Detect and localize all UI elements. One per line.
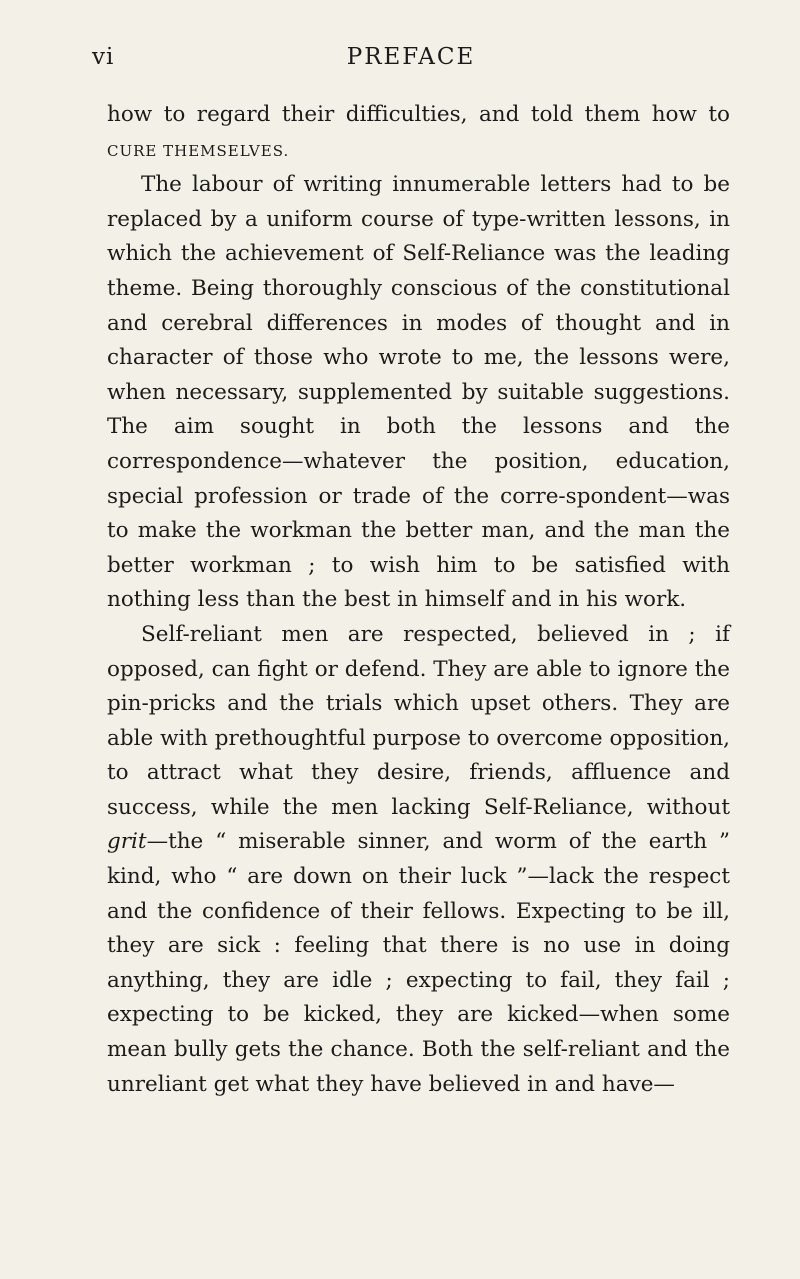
paragraph-text: —the “ miserable sinner, and worm of the earth ” kind, who “ are down on their luck ”—lack the respect and the confidence of their fellows. Expecting to be ill, they are sick : feeling that there is no use in doing anything, they are idle ; expecting to fail, they fail ; expecting to be kicked, they are kicked—when some mean bully gets the chance. Both the self-reliant and the unreliant get what they have believed in and have— <box>107 829 730 1097</box>
paragraph-continued <box>107 98 730 168</box>
page-header <box>92 38 730 78</box>
smallcaps-phrase: CURE THEMSELVES. <box>107 141 290 160</box>
paragraph-text: Self-reliant men are respected, believed in ; if opposed, can fight or defend. They are able to ignore the pin-pricks and the trials which upset others. They are able with prethoughtful purpose to overcome opposition, to attract what they desire, friends, affluence and success, while the men lacking Self-Reliance, without <box>107 621 730 820</box>
paragraph <box>107 168 730 618</box>
paragraph-text: how to regard their difficulties, and told them how to <box>107 102 730 127</box>
italic-word: grit <box>107 829 147 855</box>
page-number: vi <box>92 44 115 70</box>
running-title: PREFACE <box>346 44 476 70</box>
paragraph <box>107 618 730 1102</box>
paragraph-text: The labour of writing innumerable letters had to be replaced by a uniform course of type-written lessons, in which the achievement of Self-Reliance was the leading theme. Being thoroughly conscious of the constitutional and cerebral differences in modes of thought and in character of those who wrote to me, the lessons were, when necessary, supplemented by suitable suggestions. The aim sought in both the lessons and the correspondence—whatever the position, education, special profession or trade of the corre-spondent—was to make the workman the better man, and the man the better workman ; to wish him to be satisfied with nothing less than the best in himself and in his work. <box>107 172 730 613</box>
body-text <box>107 98 730 1102</box>
